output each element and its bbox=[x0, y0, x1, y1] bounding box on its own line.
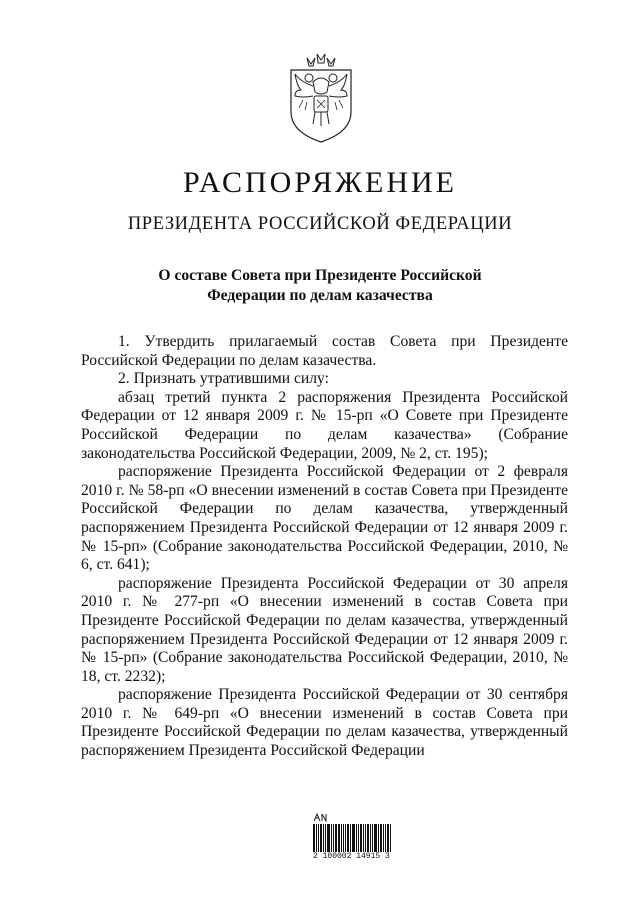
barcode-bar bbox=[374, 824, 377, 852]
barcode-bar bbox=[335, 824, 337, 852]
barcode-bar bbox=[325, 824, 326, 852]
barcode-bar bbox=[385, 824, 386, 852]
barcode-bar bbox=[347, 824, 349, 852]
barcode-bar bbox=[365, 824, 366, 852]
document-type-title: РАСПОРЯЖЕНИЕ bbox=[182, 166, 458, 199]
body-paragraph: распоряжение Президента Российской Федерации от 2 февраля 2010 г. № 58-рп «О внесении изменений в состав Совета при Президенте Российской Федерации по делам казачества, утвержденный распоряжением Президента Российской Федерации от 12 января 2009 г. № 15-рп» (Собрание законодательства Российской Федерации, 2010, № 6, ст. 641); bbox=[81, 463, 568, 574]
barcode-bar bbox=[356, 824, 357, 852]
barcode-bar bbox=[370, 824, 371, 852]
document-heading bbox=[120, 266, 520, 306]
barcode-bar bbox=[372, 824, 373, 852]
barcode-bar bbox=[323, 824, 324, 852]
barcode-bar bbox=[343, 824, 344, 852]
barcode-bar bbox=[378, 824, 379, 852]
barcode-bar bbox=[367, 824, 369, 852]
barcode-bar bbox=[331, 824, 332, 852]
barcode bbox=[313, 812, 395, 862]
barcode-number: 2 100002 14915 3 bbox=[313, 852, 390, 861]
barcode-bar bbox=[327, 824, 330, 852]
body-paragraph: распоряжение Президента Российской Федерации от 30 сентября 2010 г. № 649-рп «О внесении изменений в состав Совета при Президенте Российской Федерации по делам казачества, утвержденный распоряжением Президента Российской Федерации bbox=[81, 686, 568, 760]
heading-line: О составе Совета при Президенте Российской bbox=[158, 267, 482, 284]
barcode-bar bbox=[380, 824, 382, 852]
body-paragraph: распоряжение Президента Российской Федерации от 30 апреля 2010 г. № 277-рп «О внесении изменений в состав Совета при Президенте Российской Федерации по делам казачества, утвержденный распоряжением Президента Российской Федерации от 12 января 2009 г. № 15-рп» (Собрание законодательства Российской Федерации, 2010, № 18, ст. 2232); bbox=[81, 574, 568, 685]
body-paragraph: 2. Признать утратившими силу: bbox=[118, 370, 329, 388]
barcode-bar bbox=[316, 824, 317, 852]
barcode-bar bbox=[352, 824, 355, 852]
barcode-bar bbox=[383, 824, 384, 852]
heading-line: Федерации по делам казачества bbox=[207, 287, 433, 304]
barcode-logo-icon bbox=[313, 812, 329, 822]
issuer-subtitle: ПРЕЗИДЕНТА РОССИЙСКОЙ ФЕДЕРАЦИИ bbox=[127, 214, 513, 234]
barcode-bar bbox=[320, 824, 322, 852]
barcode-bar bbox=[358, 824, 359, 852]
barcode-bar bbox=[350, 824, 351, 852]
document-body bbox=[81, 333, 568, 761]
body-paragraph: 1. Утвердить прилагаемый состав Совета при Президенте Российской Федерации по делам казачества. bbox=[81, 333, 568, 369]
barcode-bar bbox=[338, 824, 340, 852]
body-paragraph: абзац третий пункта 2 распоряжения Президента Российской Федерации от 12 января 2009 г. № 15-рп «О Совете при Президенте Российской Федерации по делам казачества» (Собрание законодательства Российской Федерации, 2009, № 2, ст. 195); bbox=[81, 388, 568, 462]
barcode-bar bbox=[341, 824, 342, 852]
barcode-bar bbox=[345, 824, 346, 852]
barcode-bar bbox=[390, 824, 391, 852]
barcode-bar bbox=[333, 824, 334, 852]
barcode-bars bbox=[313, 824, 395, 852]
barcode-bar bbox=[363, 824, 364, 852]
barcode-bar bbox=[318, 824, 319, 852]
barcode-bar bbox=[387, 824, 389, 852]
barcode-bar bbox=[313, 824, 315, 852]
coat-of-arms-emblem bbox=[283, 52, 359, 144]
barcode-bar bbox=[360, 824, 362, 852]
